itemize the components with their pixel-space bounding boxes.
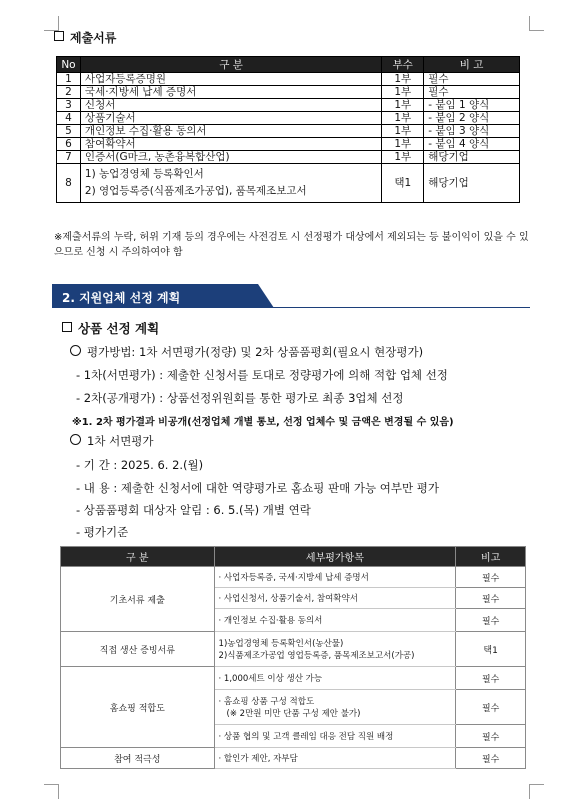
criteria-item-line: 1)농업경영체 등록확인서(농산물) <box>218 639 344 649</box>
criteria-item: · 1,000세트 이상 생산 가능 <box>214 667 456 690</box>
table-row <box>61 567 526 588</box>
submission-note: ※제출서류의 누락, 허위 기재 등의 경우에는 사전검토 시 선정평가 대상에서 제외되는 등 불이익이 있을 수 있으므로 신청 시 주의하여야 함 <box>54 232 529 258</box>
plan-title: 상품 선정 계획 <box>78 321 160 336</box>
row-note: - 붙임 3 양식 <box>424 125 520 138</box>
row-qty: 1부 <box>382 151 424 164</box>
criteria-header-category: 구 분 <box>61 547 215 567</box>
row-item-line: 1) 농업경영체 등록확인서 <box>84 168 204 180</box>
header-note: 비 고 <box>424 57 520 73</box>
plan-step2: - 2차(공개평가) : 상품선정위원회를 통한 평가로 최종 3업체 선정 <box>76 391 404 405</box>
criteria-item: · 개인정보 수집·활용 동의서 <box>214 609 456 632</box>
header-qty: 부수 <box>382 57 424 73</box>
submission-docs-table <box>56 56 520 203</box>
submission-docs-heading <box>54 29 116 46</box>
eval-notice: - 상품품평회 대상자 알림 : 6. 5.(목) 개별 연락 <box>76 503 311 517</box>
section-banner-title: 2. 지원업체 선정 계획 <box>62 291 181 305</box>
row-qty: 1부 <box>382 125 424 138</box>
row-item: 사업자등록증명원 <box>80 73 381 86</box>
crop-mark-bottom-right <box>529 784 544 799</box>
criteria-item <box>214 690 456 725</box>
criteria-category: 직접 생산 증빙서류 <box>61 632 215 667</box>
section-banner-rule <box>52 307 530 308</box>
row-no: 5 <box>57 125 81 138</box>
table-row <box>57 125 520 138</box>
criteria-remark: 필수 <box>456 667 526 690</box>
plan-method <box>70 344 423 360</box>
row-no: 3 <box>57 99 81 112</box>
criteria-header-row <box>61 547 526 567</box>
criteria-category: 참여 적극성 <box>61 748 215 769</box>
criteria-remark: 필수 <box>456 748 526 769</box>
table-row <box>61 667 526 690</box>
first-eval-heading <box>70 433 154 449</box>
row-item: 참여확약서 <box>80 138 381 151</box>
criteria-category: 기초서류 제출 <box>61 567 215 632</box>
criteria-item: · 사업신청서, 상품기술서, 참여확약서 <box>214 588 456 609</box>
table-row <box>61 632 526 667</box>
square-bullet-icon <box>62 322 72 332</box>
circle-bullet-icon <box>70 345 81 356</box>
table-header-row <box>57 57 520 73</box>
criteria-item: · 사업자등록증, 국세·지방세 납세 증명서 <box>214 567 456 588</box>
square-bullet-icon <box>54 31 64 41</box>
row-qty: 1부 <box>382 112 424 125</box>
crop-mark-top-right <box>529 16 544 31</box>
table-row <box>57 151 520 164</box>
criteria-item-line: (※ 2만원 미만 단품 구성 제안 불가) <box>226 709 361 719</box>
row-item: 개인정보 수집·활용 동의서 <box>80 125 381 138</box>
table-row <box>57 86 520 99</box>
row-note: 필수 <box>424 86 520 99</box>
row-item: 상품기술서 <box>80 112 381 125</box>
criteria-item <box>214 632 456 667</box>
criteria-item: · 상품 협의 및 고객 클레임 대응 전담 직원 배정 <box>214 725 456 748</box>
criteria-category: 홈쇼핑 적합도 <box>61 667 215 748</box>
eval-period: - 기 간 : 2025. 6. 2.(월) <box>76 458 204 472</box>
row-note: 필수 <box>424 73 520 86</box>
table-row <box>57 138 520 151</box>
criteria-header-items: 세부평가항목 <box>214 547 456 567</box>
row-qty: 택1 <box>382 164 424 203</box>
row-qty: 1부 <box>382 73 424 86</box>
header-category: 구 분 <box>80 57 381 73</box>
row-note: - 붙임 1 양식 <box>424 99 520 112</box>
plan-heading <box>62 319 159 337</box>
criteria-remark: 필수 <box>456 567 526 588</box>
table-row <box>57 99 520 112</box>
criteria-remark: 필수 <box>456 588 526 609</box>
row-item: 인증서(G마크, 농촌융복합산업) <box>80 151 381 164</box>
row-item-line: 2) 영업등록증(식품제조가공업), 품목제조보고서 <box>84 185 307 197</box>
row-no: 1 <box>57 73 81 86</box>
row-item: 국세·지방세 납세 증명서 <box>80 86 381 99</box>
table-row <box>61 748 526 769</box>
row-no: 6 <box>57 138 81 151</box>
criteria-header-remark: 비고 <box>456 547 526 567</box>
criteria-label: - 평가기준 <box>76 525 129 539</box>
row-no: 8 <box>57 164 81 203</box>
criteria-remark: 필수 <box>456 725 526 748</box>
table-row <box>57 112 520 125</box>
crop-mark-bottom-left <box>44 784 59 799</box>
row-note: 해당기업 <box>424 151 520 164</box>
row-note: - 붙임 2 양식 <box>424 112 520 125</box>
table-row <box>57 73 520 86</box>
criteria-remark: 필수 <box>456 690 526 725</box>
criteria-remark: 필수 <box>456 609 526 632</box>
submission-docs-title: 제출서류 <box>70 31 117 45</box>
row-qty: 1부 <box>382 86 424 99</box>
plan-step1: - 1차(서면평가) : 제출한 신청서를 토대로 정량평가에 의해 적합 업체 선정 <box>76 368 448 382</box>
row-qty: 1부 <box>382 138 424 151</box>
row-qty: 1부 <box>382 99 424 112</box>
eval-content: - 내 용 : 제출한 신청서에 대한 역량평가로 홈쇼핑 판매 가능 여부만 평가 <box>76 481 439 495</box>
plan-warning: ※1. 2차 평가결과 비공개(선정업체 개별 통보, 선정 업체수 및 금액은 변경될 수 있음) <box>72 417 454 428</box>
row-item: 신청서 <box>80 99 381 112</box>
header-no: No <box>57 57 81 73</box>
criteria-remark: 택1 <box>456 632 526 667</box>
criteria-item: · 할인가 제안, 자부담 <box>214 748 456 769</box>
row-note: 해당기업 <box>424 164 520 203</box>
criteria-item-line: 2)식품제조가공업 영업등록증, 품목제조보고서(가공) <box>218 651 415 661</box>
row-note: - 붙임 4 양식 <box>424 138 520 151</box>
criteria-item-line: · 홈쇼핑 상품 구성 적합도 <box>218 697 315 707</box>
row-item <box>80 164 381 203</box>
row-no: 2 <box>57 86 81 99</box>
plan-method-text: 평가방법: 1차 서면평가(정량) 및 2차 상품품평회(필요시 현장평가) <box>87 345 424 359</box>
first-eval-text: 1차 서면평가 <box>87 434 154 448</box>
row-no: 7 <box>57 151 81 164</box>
row-no: 4 <box>57 112 81 125</box>
table-row <box>57 164 520 203</box>
criteria-table <box>60 546 526 769</box>
circle-bullet-icon <box>70 434 81 445</box>
